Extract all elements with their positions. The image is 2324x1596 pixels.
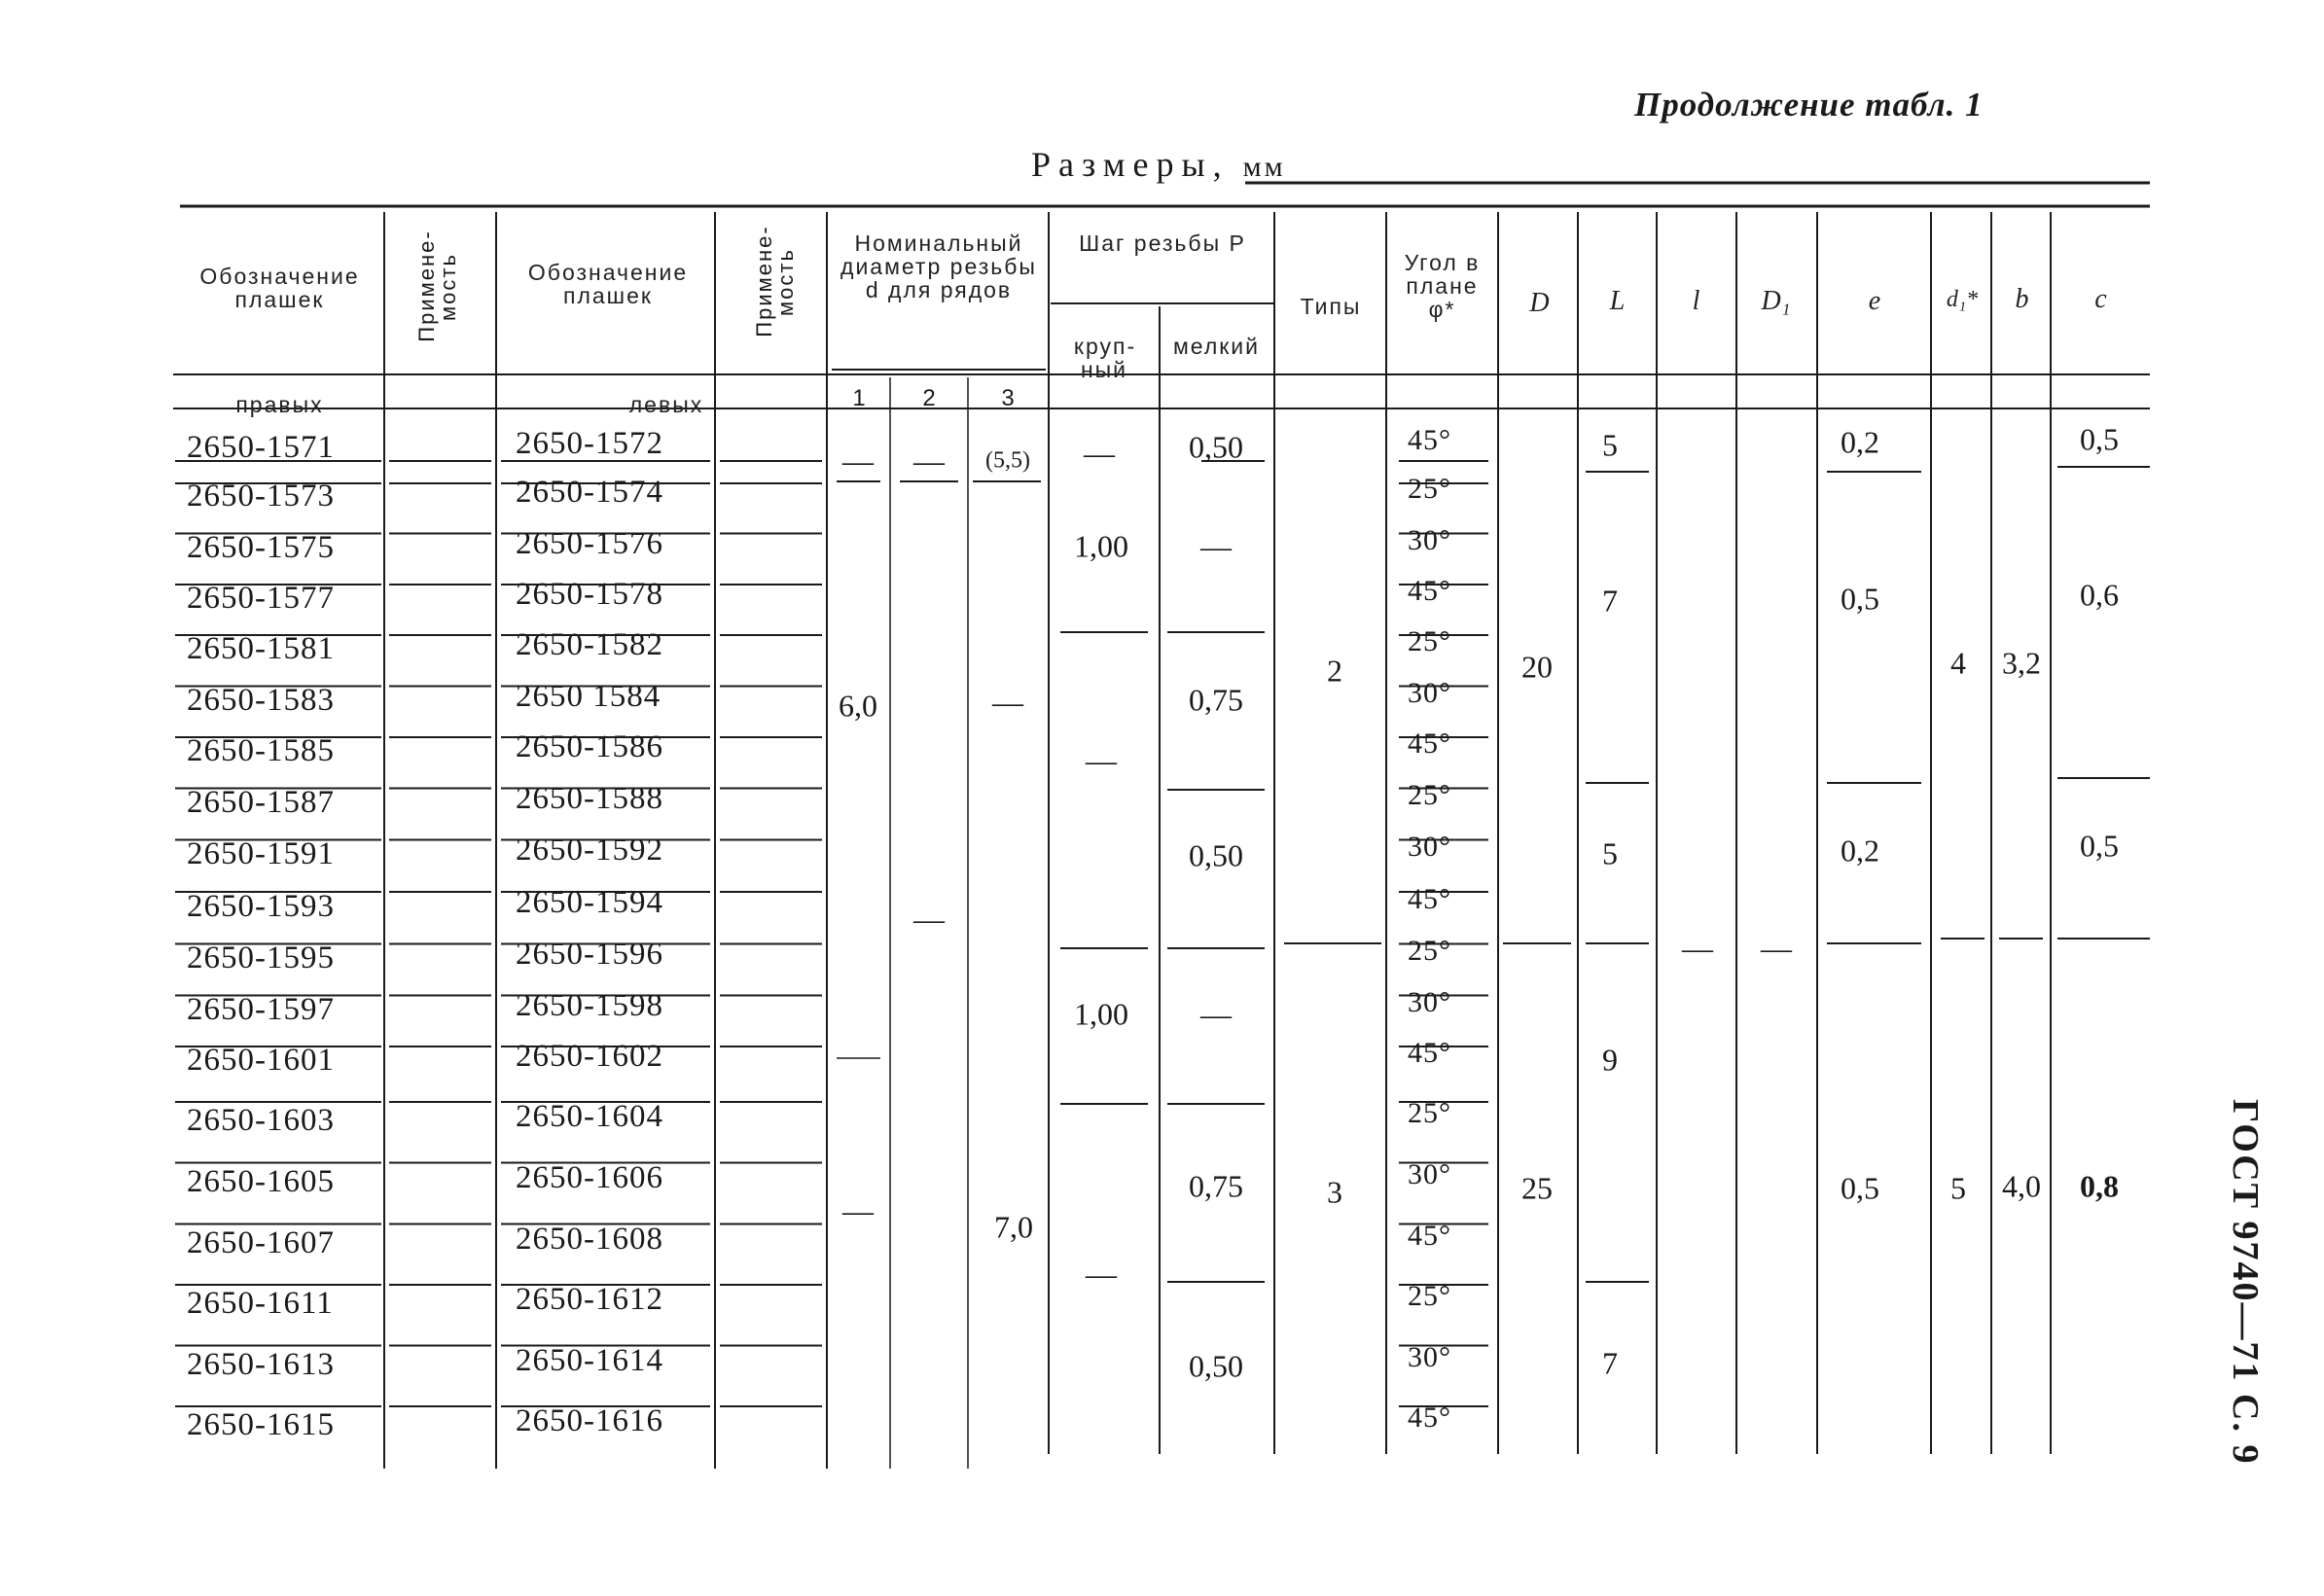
d3-top: (5,5) bbox=[985, 447, 1030, 474]
D-b: 25 bbox=[1521, 1170, 1553, 1206]
left-code: 2650-1612 bbox=[516, 1282, 663, 1317]
right-code: 2650-1577 bbox=[187, 581, 335, 616]
left-code: 2650-1574 bbox=[516, 475, 663, 510]
b-b: 4,0 bbox=[2002, 1168, 2041, 1204]
fine-d: 0,50 bbox=[1189, 837, 1243, 873]
left-code: 2650-1594 bbox=[516, 885, 663, 920]
left-code: 2650-1598 bbox=[516, 988, 663, 1023]
e-c: 0,2 bbox=[1841, 833, 1879, 869]
coarse-a: 1,00 bbox=[1074, 528, 1128, 564]
left-code: 2650-1576 bbox=[516, 526, 663, 561]
angle-value: 25° bbox=[1408, 1097, 1451, 1129]
right-code: 2650-1583 bbox=[187, 683, 335, 718]
coarse-b: — bbox=[1086, 742, 1117, 778]
left-code: 2650-1606 bbox=[516, 1160, 663, 1195]
L-b: 7 bbox=[1602, 583, 1618, 619]
left-code: 2650-1582 bbox=[516, 627, 663, 662]
D1-a: — bbox=[1761, 930, 1792, 966]
l-a: — bbox=[1682, 930, 1713, 966]
d3-mid: — bbox=[992, 684, 1023, 720]
e-b: 0,5 bbox=[1841, 581, 1879, 617]
right-code: 2650-1611 bbox=[187, 1286, 334, 1321]
standard-page-code: ГОСТ 9740—71 С. 9 bbox=[2225, 1099, 2266, 1466]
fine-a: 0,50 bbox=[1189, 429, 1243, 465]
header-row-1: 1 bbox=[852, 385, 866, 411]
fine-g: 0,50 bbox=[1189, 1348, 1243, 1384]
left-code: 2650-1588 bbox=[516, 781, 663, 816]
header-row-3: 3 bbox=[1001, 385, 1015, 411]
left-code: 2650-1604 bbox=[516, 1099, 663, 1134]
angle-value: 30° bbox=[1408, 831, 1451, 863]
header-d1: d₁* bbox=[1946, 287, 1979, 312]
c-c: 0,5 bbox=[2080, 828, 2119, 864]
header-l: l bbox=[1692, 286, 1700, 316]
L-c: 5 bbox=[1602, 835, 1618, 871]
right-code: 2650-1573 bbox=[187, 479, 335, 514]
right-code: 2650-1615 bbox=[187, 1407, 335, 1442]
e-d: 0,5 bbox=[1841, 1170, 1879, 1206]
d1-top: — bbox=[842, 443, 874, 479]
header-applicability-1: Применемость bbox=[414, 231, 460, 342]
fine-f: 0,75 bbox=[1189, 1168, 1243, 1204]
left-code: 2650-1616 bbox=[516, 1403, 663, 1438]
c-d: 0,8 bbox=[2080, 1168, 2119, 1204]
right-code: 2650-1571 bbox=[187, 430, 335, 465]
title-text: Размеры, bbox=[1031, 145, 1230, 184]
left-code: 2650-1614 bbox=[516, 1343, 663, 1378]
header-designation-left: Обозначение плашек bbox=[527, 260, 689, 308]
d2-top: — bbox=[913, 443, 945, 479]
left-code: 2650-1572 bbox=[516, 426, 663, 461]
angle-value: 45° bbox=[1408, 575, 1451, 607]
D-a: 20 bbox=[1521, 649, 1553, 685]
coarse-top: — bbox=[1084, 435, 1115, 471]
angle-value: 30° bbox=[1408, 1158, 1451, 1190]
angle-value: 25° bbox=[1408, 473, 1451, 505]
angle-value: 30° bbox=[1408, 1341, 1451, 1373]
table-continuation-caption: Продолжение табл. 1 bbox=[1634, 86, 1984, 124]
d1-b: 5 bbox=[1950, 1170, 1966, 1206]
header-angle: Угол в плане φ* bbox=[1404, 250, 1481, 322]
angle-value: 25° bbox=[1408, 625, 1451, 657]
left-code: 2650-1608 bbox=[516, 1222, 663, 1257]
left-code: 2650-1596 bbox=[516, 937, 663, 972]
fine-b: — bbox=[1200, 528, 1232, 564]
left-code: 2650-1592 bbox=[516, 833, 663, 868]
header-D1: D₁ bbox=[1761, 286, 1791, 316]
d1-low: — bbox=[842, 1192, 874, 1228]
title-unit: мм bbox=[1242, 151, 1286, 183]
angle-value: 45° bbox=[1408, 1037, 1451, 1069]
right-code: 2650-1605 bbox=[187, 1164, 335, 1199]
d1-a: 4 bbox=[1950, 645, 1966, 681]
header-b: b bbox=[2015, 284, 2029, 314]
header-coarse: крупный bbox=[1073, 334, 1135, 382]
angle-value: 45° bbox=[1408, 883, 1451, 915]
header-designation-right: Обозначение плашек bbox=[199, 264, 360, 312]
L-e: 7 bbox=[1602, 1345, 1618, 1381]
right-code: 2650-1585 bbox=[187, 733, 335, 768]
right-code: 2650-1587 bbox=[187, 785, 335, 820]
header-thread-pitch: Шаг резьбы P bbox=[1079, 231, 1246, 256]
c-b: 0,6 bbox=[2080, 577, 2119, 613]
fine-c: 0,75 bbox=[1189, 682, 1243, 718]
right-code: 2650-1593 bbox=[187, 889, 335, 924]
angle-value: 45° bbox=[1408, 1401, 1451, 1434]
angle-value: 45° bbox=[1408, 424, 1451, 456]
right-code: 2650-1603 bbox=[187, 1103, 335, 1138]
left-code: 2650-1578 bbox=[516, 577, 663, 612]
right-code: 2650-1581 bbox=[187, 631, 335, 666]
right-code: 2650-1613 bbox=[187, 1347, 335, 1382]
right-code: 2650-1597 bbox=[187, 992, 335, 1027]
right-code: 2650-1601 bbox=[187, 1043, 335, 1078]
right-code: 2650-1575 bbox=[187, 530, 335, 565]
left-code: 2650-1586 bbox=[516, 729, 663, 764]
right-code: 2650-1595 bbox=[187, 940, 335, 975]
header-fine: мелкий bbox=[1172, 334, 1261, 359]
header-D: D bbox=[1529, 288, 1550, 318]
left-code: 2650 1584 bbox=[516, 679, 661, 714]
coarse-d: — bbox=[1086, 1256, 1117, 1292]
header-L: L bbox=[1609, 286, 1626, 316]
header-e: e bbox=[1868, 286, 1881, 316]
header-types: Типы bbox=[1300, 294, 1362, 319]
header-c: c bbox=[2094, 284, 2107, 314]
angle-value: 45° bbox=[1408, 727, 1451, 760]
b-a: 3,2 bbox=[2002, 645, 2041, 681]
header-row-2: 2 bbox=[922, 385, 936, 411]
coarse-c: 1,00 bbox=[1074, 996, 1128, 1032]
fine-e: — bbox=[1200, 996, 1232, 1032]
right-code: 2650-1607 bbox=[187, 1225, 335, 1260]
angle-value: 30° bbox=[1408, 986, 1451, 1018]
d3-low: 7,0 bbox=[994, 1209, 1033, 1245]
d1-mid: 6,0 bbox=[839, 688, 877, 724]
angle-value: 30° bbox=[1408, 524, 1451, 556]
header-applicability-2: Применемость bbox=[752, 227, 798, 337]
right-code: 2650-1591 bbox=[187, 836, 335, 871]
header-left-label: левых bbox=[628, 392, 704, 417]
header-right-label: правых bbox=[235, 392, 324, 417]
c-a: 0,5 bbox=[2080, 421, 2119, 457]
angle-value: 30° bbox=[1408, 677, 1451, 709]
angle-value: 45° bbox=[1408, 1220, 1451, 1252]
L-d: 9 bbox=[1602, 1042, 1618, 1078]
left-code: 2650-1602 bbox=[516, 1039, 663, 1074]
types-a: 2 bbox=[1327, 653, 1342, 689]
d2-low: — bbox=[913, 901, 945, 937]
angle-value: 25° bbox=[1408, 1280, 1451, 1312]
angle-value: 25° bbox=[1408, 779, 1451, 811]
L-a: 5 bbox=[1602, 427, 1618, 463]
e-a: 0,2 bbox=[1841, 424, 1879, 460]
types-b: 3 bbox=[1327, 1174, 1342, 1210]
header-nominal-diameter: Номинальный диаметр резьбы d для рядов bbox=[840, 231, 1037, 302]
angle-value: 25° bbox=[1408, 935, 1451, 967]
